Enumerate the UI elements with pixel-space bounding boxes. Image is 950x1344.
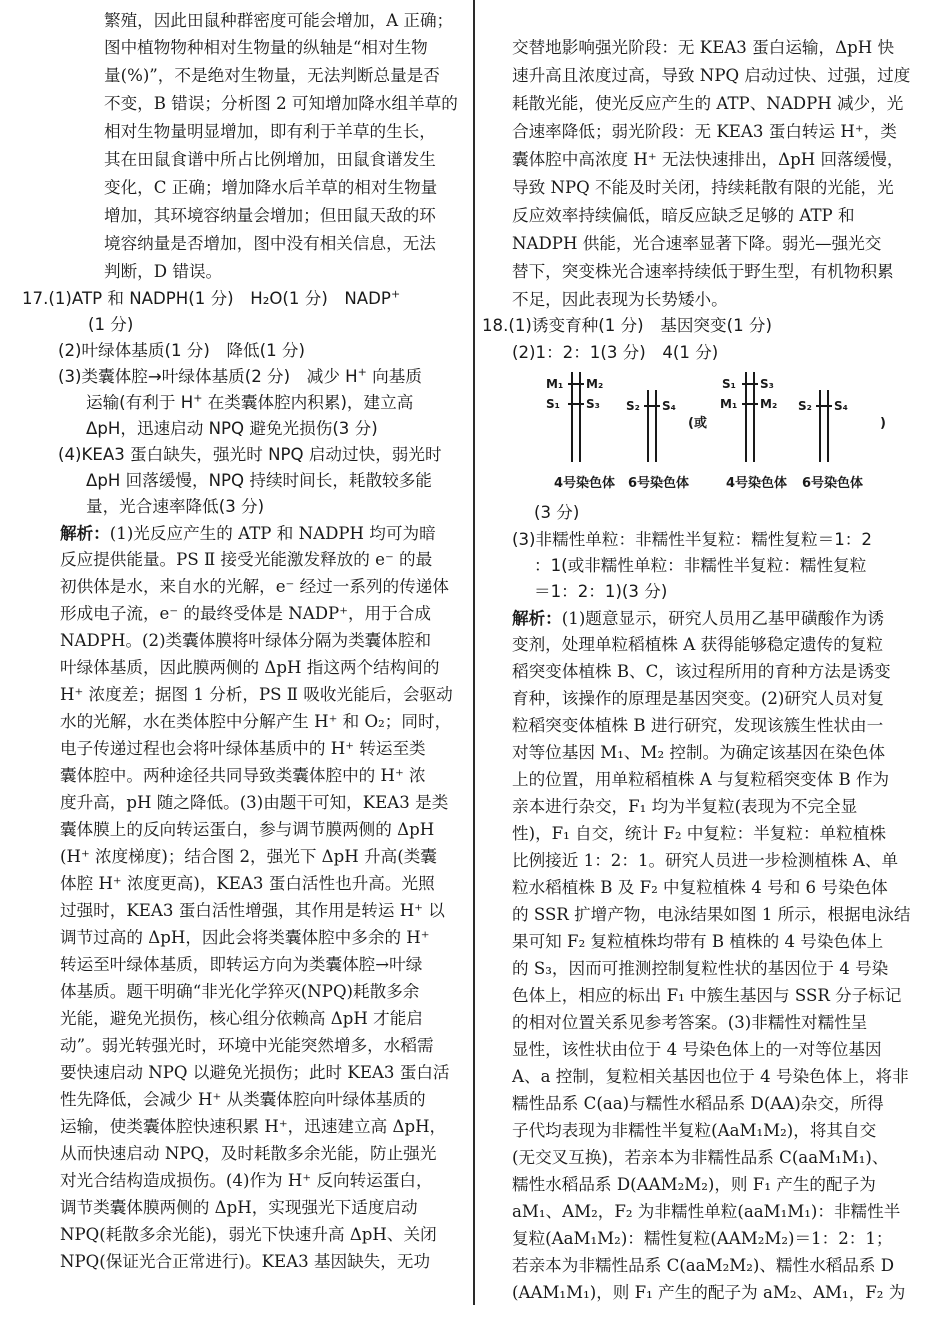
text-line: 其在田鼠食谱中所占比例增加，田鼠食谱发生 (104, 150, 436, 169)
text-line: 反应效率持续偏低，暗反应缺乏足够的 ATP 和 (512, 206, 855, 225)
text-line: 囊体腔中高浓度 H⁺ 无法快速排出，ΔpH 回落缓慢， (512, 150, 904, 169)
analysis-line: 对等位基因 M₁、M₂ 控制。为确定该基因在染色体 (512, 743, 886, 762)
analysis-line: (H⁺ 浓度梯度)；结合图 2，强光下 ΔpH 升高(类囊 (60, 847, 437, 866)
analysis-line: A、a 控制，复粒相关基因也位于 4 号染色体上，将非 (512, 1067, 909, 1086)
text-line: 判断，D 错误。 (104, 262, 223, 281)
analysis-line: 比例接近 1：2：1。研究人员进一步检测植株 A、单 (512, 851, 899, 870)
chromosome-diagram (540, 372, 900, 498)
gene-label: S₃ (760, 377, 774, 391)
text-line: 量(%)”，不是绝对生物量，无法判断总量是否 (104, 66, 440, 85)
analysis-line: 要快速启动 NPQ 以避免光损伤；此时 KEA3 蛋白活 (60, 1063, 450, 1082)
analysis-line: 体基质。题干明确“非光化学猝灭(NPQ)耗散多余 (60, 982, 420, 1001)
analysis-line: 转运至叶绿体基质，即转运方向为类囊体腔→叶绿 (60, 955, 423, 974)
analysis-line: 解析：(1)题意显示，研究人员用乙基甲磺酸作为诱 (512, 608, 884, 628)
chromosome-4-label: 4号染色体 (726, 476, 788, 491)
q17-answer-line: 量，光合速率降低(3 分) (86, 497, 265, 516)
left-column (0, 0, 472, 1344)
analysis-line: 解析：(1)光反应产生的 ATP 和 NADPH 均可为暗 (60, 523, 436, 543)
q17-answer-line: (1 分) (88, 315, 134, 334)
q17-answer-line: 17.(1)ATP 和 NADPH(1 分) H₂O(1 分) NADP+ (22, 287, 401, 308)
analysis-line: 的相对位置关系见参考答案。(3)非糯性对糯性呈 (512, 1013, 868, 1032)
analysis-line: 调节类囊体膜两侧的 ΔpH，实现强光下适度启动 (60, 1198, 418, 1217)
q17-answer-line: ΔpH，迅速启动 NPQ 避免光损伤(3 分) (86, 419, 378, 438)
analysis-line: 显性，该性状由位于 4 号染色体上的一对等位基因 (512, 1040, 882, 1059)
analysis-line: 反应提供能量。PS Ⅱ 接受光能激发释放的 e⁻ 的最 (60, 550, 433, 569)
analysis-line: 从而快速启动 NPQ，及时耗散多余光能，防止强光 (60, 1144, 437, 1163)
text-line: 导致 NPQ 不能及时关闭，持续耗散有限的光能，光 (512, 178, 894, 197)
text-line: 不足，因此表现为长势矮小。 (512, 290, 728, 309)
text-line: 替下，突变株光合速率持续低于野生型，有机物积累 (512, 262, 894, 281)
analysis-line: 动”。弱光转强光时，环境中光能突然增多，水稻需 (60, 1036, 434, 1055)
chromosome-6-label: 6号染色体 (802, 476, 864, 491)
analysis-line: 水的光解，水在类体腔中分解产生 H⁺ 和 O₂；同时， (60, 712, 452, 731)
chromosome-4-label: 4号染色体 (554, 476, 616, 491)
or-text: (或 (688, 416, 707, 431)
text-line: 交替地影响强光阶段：无 KEA3 蛋白运输，ΔpH 快 (512, 38, 895, 57)
column-divider (473, 0, 475, 1305)
text-line: 相对生物量明显增加，即有利于羊草的生长， (104, 122, 436, 141)
analysis-line: 变剂，处理单粒稻植株 A 获得能够稳定遗传的复粒 (512, 635, 884, 654)
analysis-line: 的 SSR 扩增产物，电泳结果如图 1 所示，根据电泳结 (512, 905, 911, 924)
analysis-line: 体腔 H⁺ 浓度更高)，KEA3 蛋白活性也升高。光照 (60, 874, 435, 893)
analysis-line: 糯性品系 C(aa)与糯性水稻品系 D(AA)杂交，所得 (512, 1094, 884, 1113)
right-column (478, 0, 950, 1344)
analysis-line: 亲本进行杂交，F₁ 均为半复粒(表现为不完全显 (512, 797, 858, 816)
q17-answer-line: (4)KEA3 蛋白缺失，强光时 NPQ 启动过快，弱光时 (58, 445, 442, 464)
text-line: 不变，B 错误；分析图 2 可知增加降水组羊草的 (104, 94, 458, 113)
text-line: 变化，C 正确；增加降水后羊草的相对生物量 (104, 178, 438, 197)
q17-answer-line: ΔpH 回落缓慢，NPQ 持续时间长，耗散较多能 (86, 471, 432, 490)
gene-label: S₄ (662, 399, 676, 413)
analysis-line: 粒水稻植株 B 及 F₂ 中复粒植株 4 号和 6 号染色体 (512, 878, 888, 897)
gene-label: S₁ (546, 397, 560, 411)
close-paren: ) (880, 416, 886, 431)
analysis-line: 形成电子流，e⁻ 的最终受体是 NADP⁺，用于合成 (60, 604, 431, 623)
analysis-line: 果可知 F₂ 复粒植株均带有 B 植株的 4 号染色体上 (512, 932, 884, 951)
analysis-line: aM₁、AM₂，F₂ 为非糯性单粒(aaM₁M₁)：非糯性半 (512, 1202, 901, 1221)
text-line: 图中植物物种相对生物量的纵轴是“相对生物 (104, 38, 428, 57)
text-line: 合速率降低；弱光阶段：无 KEA3 蛋白转运 H⁺，类 (512, 122, 897, 141)
analysis-line: 度升高，pH 随之降低。(3)由题干可知，KEA3 是类 (60, 793, 449, 812)
gene-label: M₁ (720, 397, 738, 411)
q17-answer-line: (2)叶绿体基质(1 分) 降低(1 分) (58, 341, 306, 360)
analysis-line: 上的位置，用单粒稻植株 A 与复粒稻突变体 B 作为 (512, 770, 890, 789)
q18-answer-line: (2)1：2：1(3 分) 4(1 分) (512, 343, 719, 362)
q18-answer-line: 18.(1)诱变育种(1 分) 基因突变(1 分) (482, 316, 772, 335)
text-line: 繁殖，因此田鼠种群密度可能会增加，A 正确； (104, 11, 454, 30)
analysis-line: 囊体膜上的反向转运蛋白，参与调节膜两侧的 ΔpH (60, 820, 435, 839)
analysis-line: 初供体是水，来自水的光解，e⁻ 经过一系列的传递体 (60, 577, 449, 596)
gene-label: S₂ (626, 399, 640, 413)
analysis-line: 性先降低，会减少 H⁺ 从类囊体腔向叶绿体基质的 (60, 1090, 426, 1109)
q17-answer-line: (3)类囊体腔→叶绿体基质(2 分) 减少 H+ 向基质 (58, 365, 422, 386)
analysis-line: 对光合结构造成损伤。(4)作为 H⁺ 反向转运蛋白， (60, 1171, 433, 1190)
gene-label: S₂ (798, 399, 812, 413)
analysis-line: 囊体腔中。两种途径共同导致类囊体腔中的 H⁺ 浓 (60, 766, 426, 785)
gene-label: M₁ (546, 377, 564, 391)
analysis-line: 过强时，KEA3 蛋白活性增强，其作用是转运 H⁺ 以 (60, 901, 445, 920)
analysis-line: (AAM₁M₁)，则 F₁ 产生的配子为 aM₂、AM₁，F₂ 为 (512, 1283, 906, 1302)
analysis-line: 光能，避免光损伤，核心组分依赖高 ΔpH 才能启 (60, 1009, 423, 1028)
q18-answer-line: (3)非糯性单粒：非糯性半复粒：糯性复粒＝1：2 (512, 530, 872, 549)
chromosome-6-label: 6号染色体 (628, 476, 690, 491)
analysis-line: 育种，该操作的原理是基因突变。(2)研究人员对复 (512, 689, 884, 708)
analysis-line: 稻突变体植株 B、C，该过程所用的育种方法是诱变 (512, 662, 891, 681)
analysis-line: (无交叉互换)，若亲本为非糯性品系 C(aaM₁M₁)、 (512, 1148, 889, 1167)
analysis-line: 若亲本为非糯性品系 C(aaM₂M₂)、糯性水稻品系 D (512, 1256, 895, 1275)
analysis-line: 电子传递过程也会将叶绿体基质中的 H⁺ 转运至类 (60, 739, 426, 758)
text-line: NADPH 供能，光合速率显著下降。弱光—强光交 (512, 234, 882, 253)
gene-label: M₂ (760, 397, 778, 411)
q18-answer-line: ＝1：2：1)(3 分) (534, 582, 668, 601)
gene-label: S₃ (586, 397, 600, 411)
analysis-line: 糯性水稻品系 D(AAM₂M₂)，则 F₁ 产生的配子为 (512, 1175, 876, 1194)
q17-answer-line: 运输(有利于 H+ 在类囊体腔内积累)，建立高 (86, 391, 414, 412)
gene-label: S₄ (834, 399, 848, 413)
q18-answer-line: ：1(或非糯性单粒：非糯性半复粒：糯性复粒 (534, 556, 867, 575)
analysis-line: NADPH。(2)类囊体膜将叶绿体分隔为类囊体腔和 (60, 631, 432, 650)
gene-label: M₂ (586, 377, 604, 391)
analysis-line: 的 S₃，因而可推测控制复粒性状的基因位于 4 号染 (512, 959, 889, 978)
analysis-line: NPQ(保证光合正常进行)。KEA3 基因缺失，无功 (60, 1252, 431, 1271)
analysis-line: 子代均表现为非糯性半复粒(AaM₁M₂)，将其自交 (512, 1121, 877, 1140)
text-line: 耗散光能，使光反应产生的 ATP、NADPH 减少，光 (512, 94, 904, 113)
gene-label: S₁ (722, 377, 736, 391)
q18-answer-line: (3 分) (534, 503, 580, 522)
analysis-line: NPQ(耗散多余光能)，弱光下快速升高 ΔpH、关闭 (60, 1225, 437, 1244)
analysis-line: 叶绿体基质，因此膜两侧的 ΔpH 指这两个结构间的 (60, 658, 440, 677)
text-line: 境容纳量是否增加，图中没有相关信息，无法 (104, 234, 436, 253)
analysis-line: 粒稻突变体植株 B 进行研究，发现该簇生性状由一 (512, 716, 884, 735)
analysis-line: 性)，F₁ 自交，统计 F₂ 中复粒：半复粒：单粒植株 (512, 824, 886, 843)
analysis-line: H⁺ 浓度差；据图 1 分析，PS Ⅱ 吸收光能后，会驱动 (60, 685, 453, 704)
text-line: 速升高且浓度过高，导致 NPQ 启动过快、过强，过度 (512, 66, 911, 85)
analysis-line: 运输，使类囊体腔快速积累 H⁺，迅速建立高 ΔpH， (60, 1117, 447, 1136)
analysis-line: 复粒(AaM₁M₂)：糯性复粒(AAM₂M₂)＝1：2：1； (512, 1229, 893, 1248)
text-line: 增加，其环境容纳量会增加；但田鼠天敌的环 (104, 206, 436, 225)
analysis-line: 色体上，相应的标出 F₁ 中簇生基因与 SSR 分子标记 (512, 986, 902, 1005)
analysis-line: 调节过高的 ΔpH，因此会将类囊体腔中多余的 H⁺ (60, 928, 430, 947)
